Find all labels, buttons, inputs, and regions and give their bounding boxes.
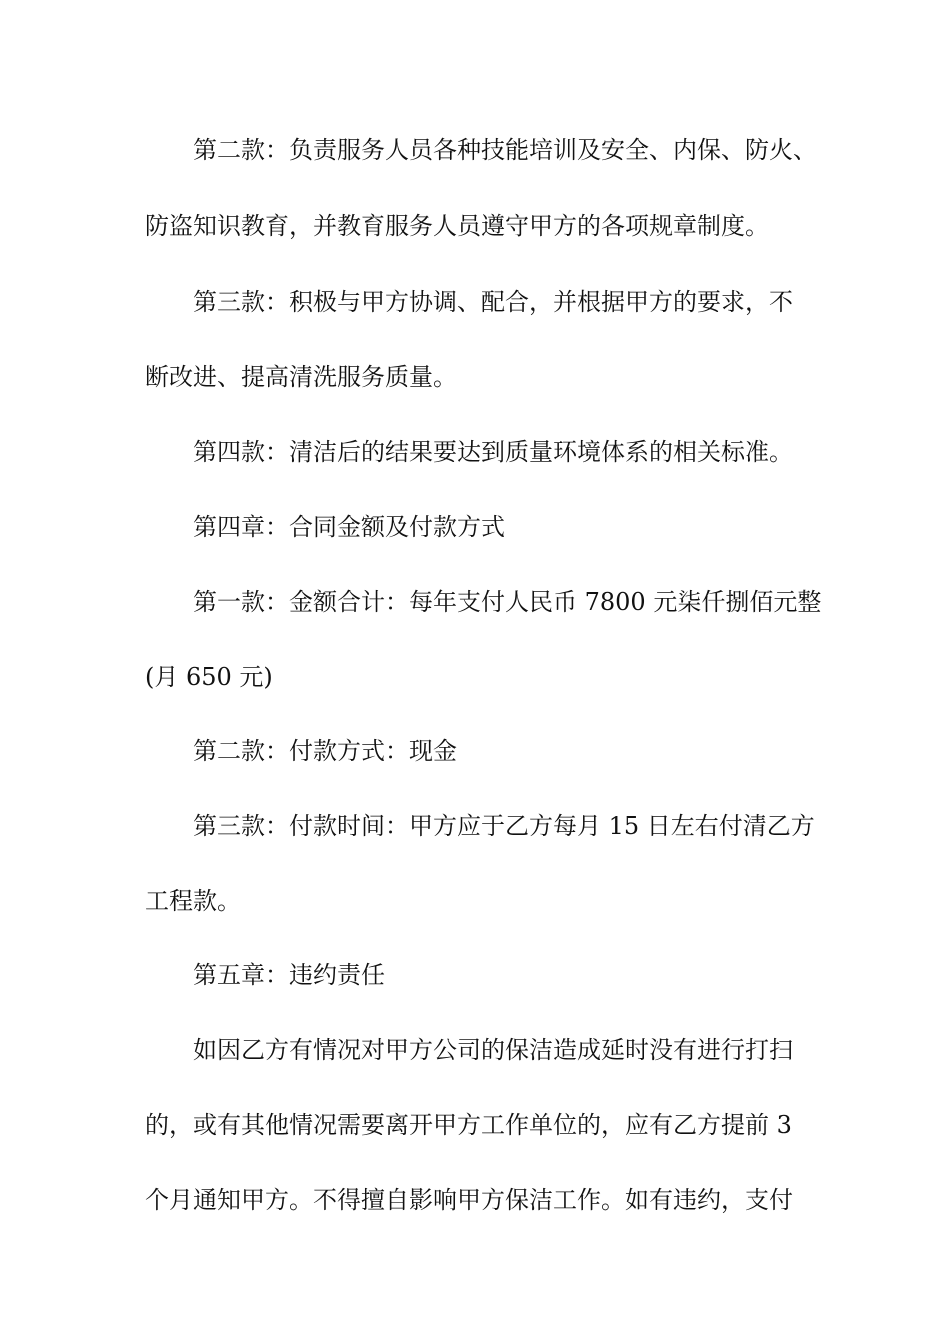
text-line: 第三款：付款时间：甲方应于乙方每月 15 日左右付清乙方: [193, 812, 815, 840]
chapter-heading: 第四章：合同金额及付款方式: [193, 513, 505, 541]
text-line: 第四款：清洁后的结果要达到质量环境体系的相关标准。: [193, 438, 793, 466]
text-line: 防盗知识教育，并教育服务人员遵守甲方的各项规章制度。: [145, 212, 769, 240]
text-line: 的，或有其他情况需要离开甲方工作单位的，应有乙方提前 3: [145, 1111, 792, 1139]
text-line: 第一款：金额合计：每年支付人民币 7800 元柒仟捌佰元整: [193, 588, 822, 616]
text-line: 个月通知甲方。不得擅自影响甲方保洁工作。如有违约，支付: [145, 1186, 793, 1214]
text-line: 断改进、提高清洗服务质量。: [145, 363, 457, 391]
text-line: 第二款：负责服务人员各种技能培训及安全、内保、防火、: [193, 136, 817, 164]
text-line: 第二款：付款方式：现金: [193, 737, 457, 765]
text-line: 工程款。: [145, 887, 241, 915]
chapter-heading: 第五章：违约责任: [193, 961, 385, 989]
text-line: 如因乙方有情况对甲方公司的保洁造成延时没有进行打扫: [193, 1036, 793, 1064]
text-line: 第三款：积极与甲方协调、配合，并根据甲方的要求，不: [193, 288, 793, 316]
text-line: (月 650 元): [145, 663, 273, 691]
